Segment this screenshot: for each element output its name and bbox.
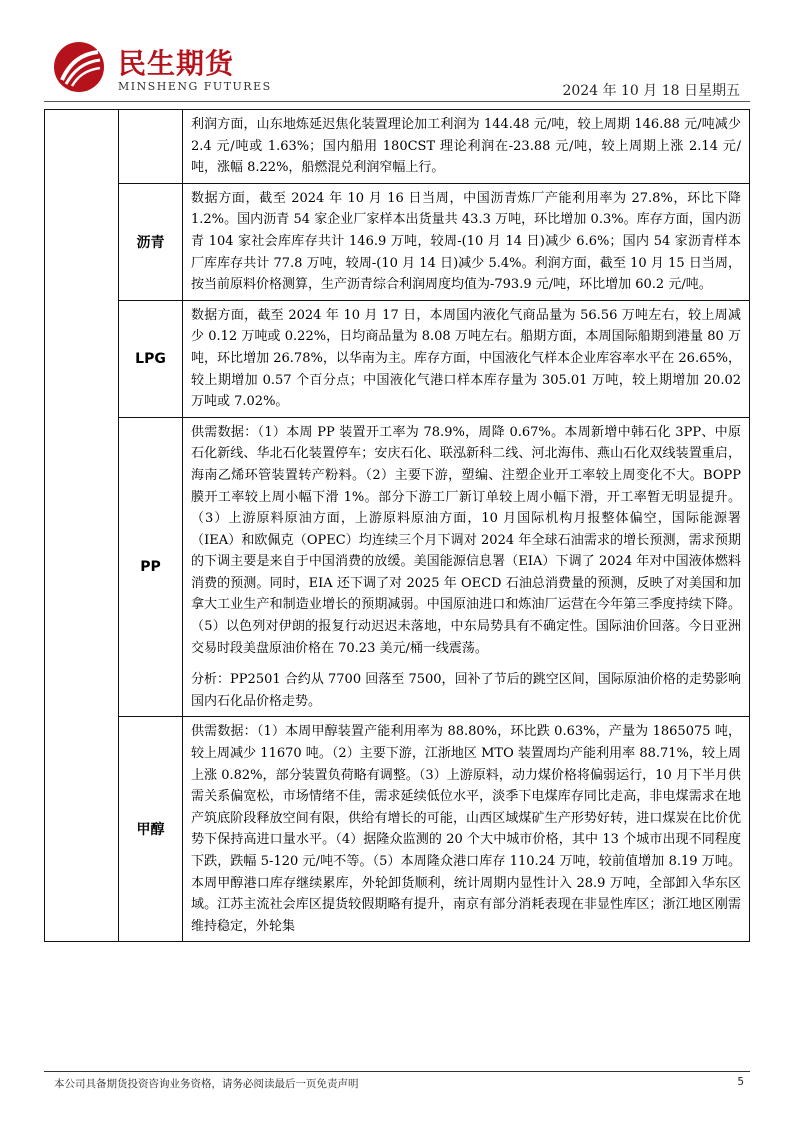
paragraph: 数据方面，截至 2024 年 10 月 17 日，本周国内液化气商品量为 56.56 万吨左右，较上周减少 0.12 万吨或 0.22%，日均商品量为 8.08 万吨左右。船期方面，本周国际船期到港量 80 万吨，环比增加 26.78%，以华南为主。库存方面，中国液化气样本企业库容率水平在 26.65%，较上期增加 0.57 个百分点；中国液化气港口样本库存量为 305.01 万吨，较上期增加 20.02 万吨或 7.02%。 — [191, 307, 741, 410]
footer-rule — [44, 1071, 750, 1072]
logo-english-name: MINSHENG FUTURES — [118, 80, 272, 93]
commodity-table — [44, 109, 750, 942]
section-cell — [45, 110, 119, 942]
minsheng-logo-icon — [52, 40, 106, 94]
content-cell — [183, 417, 750, 717]
content-cell — [183, 183, 750, 300]
footer-disclaimer: 本公司具备期货投资咨询业务资格，请务必阅读最后一页免责声明 — [54, 1078, 359, 1090]
category-cell — [119, 110, 183, 184]
analysis-paragraph: 分析：PP2501 合约从 7700 回落至 7500，回补了节后的跳空区间，国际原油价格的走势影响国内石化品价格走势。 — [191, 672, 741, 709]
paragraph: 供需数据：（1）本周 PP 装置开工率为 78.9%，周降 0.67%。本周新增中韩石化 3PP、中原石化新线、华北石化装置停车；安庆石化、联泓新科二线、河北海伟、燕山石化双线装置重启，海南乙烯环管装置转产粉料。（2）主要下游，塑编、注塑企业开工率较上周变化不大。BOPP 膜开工率较上周小幅下滑 1%。部分下游工厂新订单较上周小幅下滑，开工率暂无明显提升。（3）上游原料原油方面，上游原料原油方面，10 月国际机构月报整体偏空，国际能源署（IEA）和欧佩克（OPEC）均连续三个月下调对 2024 年全球石油需求的增长预测，需求预期的下调主要是来自于中国消费的放缓。美国能源信息署（EIA）下调了 2024 年对中国液体燃料消费的预测。同时，EIA 还下调了对 2025 年 OECD 石油总消费量的预测，反映了对美国和加拿大工业生产和制造业增长的预期减弱。中国原油进口和炼油厂运营在今年第三季度持续下降。（5）以色列对伊朗的报复行动迟迟未落地，中东局势具有不确定性。国际油价回落。今日亚洲交易时段美盘原油价格在 70.23 美元/桶一线震荡。 — [191, 424, 741, 656]
category-cell: LPG — [119, 300, 183, 417]
table-row — [45, 417, 750, 717]
paragraph: 数据方面，截至 2024 年 10 月 16 日当周，中国沥青炼厂产能利用率为 27.8%，环比下降 1.2%。国内沥青 54 家企业厂家样本出货量共 43.3 万吨，环比增加 0.3%。库存方面，国内沥青 104 家社会库库存共计 146.9 万吨，较周-(10 月 14 日)减少 6.6%；国内 54 家沥青样本厂库库存共计 77.8 万吨，较周-(10 月 14 日)减少 5.4%。利润方面，截至 10 月 15 日当周，按当前原料价格测算，生产沥青综合利润周度均值为-793.9 元/吨，环比增加 60.2 元/吨。 — [191, 190, 741, 293]
category-cell: PP — [119, 417, 183, 717]
paragraph: 利润方面，山东地炼延迟焦化装置理论加工利润为 144.48 元/吨，较上周期 146.88 元/吨减少 2.4 元/吨或 1.63%；国内船用 180CST 理论利润在-23.88 元/吨，较上周期上涨 2.14 元/吨，涨幅 8.22%，船燃混兑利润窄幅上行。 — [191, 117, 741, 176]
table-row — [45, 717, 750, 942]
category-cell: 沥青 — [119, 183, 183, 300]
report-date: 2024 年 10 月 18 日星期五 — [562, 83, 740, 99]
table-row — [45, 183, 750, 300]
content-cell — [183, 300, 750, 417]
table-row — [45, 300, 750, 417]
page-number: 5 — [737, 1076, 744, 1088]
category-cell: 甲醇 — [119, 717, 183, 942]
table-row — [45, 110, 750, 184]
logo-chinese-name: 民生期货 — [118, 47, 235, 80]
header-rule — [44, 101, 750, 102]
paragraph: 供需数据：（1）本周甲醇装置产能利用率为 88.80%，环比跌 0.63%，产量为 1865075 吨，较上周减少 11670 吨。（2）主要下游，江浙地区 MTO 装置周均产能利用率 88.71%，较上周上涨 0.82%，部分装置负荷略有调整。（3）上游原料，动力煤价格将偏弱运行，10 月下半月供需关系偏宽松，市场情绪不佳，需求延续低位水平，淡季下电煤库存同比走高，非电煤需求在地产筑底阶段释放空间有限，供给有增长的可能，山西区域煤矿生产形势好转，进口煤炭在比价优势下保持高进口量水平。（4）据隆众监测的 20 个大中城市价格，其中 13 个城市出现不同程度下跌，跌幅 5-120 元/吨不等。（5）本周隆众港口库存 110.24 万吨，较前值增加 8.19 万吨。本周甲醇港口库存继续累库，外轮卸货顺利，统计周期内显性计入 28.9 万吨，全部卸入华东区域。江苏主流社会库区提货较假期略有提升，南京有部分消耗表现在非显性库区；浙江地区刚需维持稳定，外轮集 — [191, 724, 741, 934]
page-header — [44, 38, 750, 100]
content-cell — [183, 110, 750, 184]
content-cell — [183, 717, 750, 942]
